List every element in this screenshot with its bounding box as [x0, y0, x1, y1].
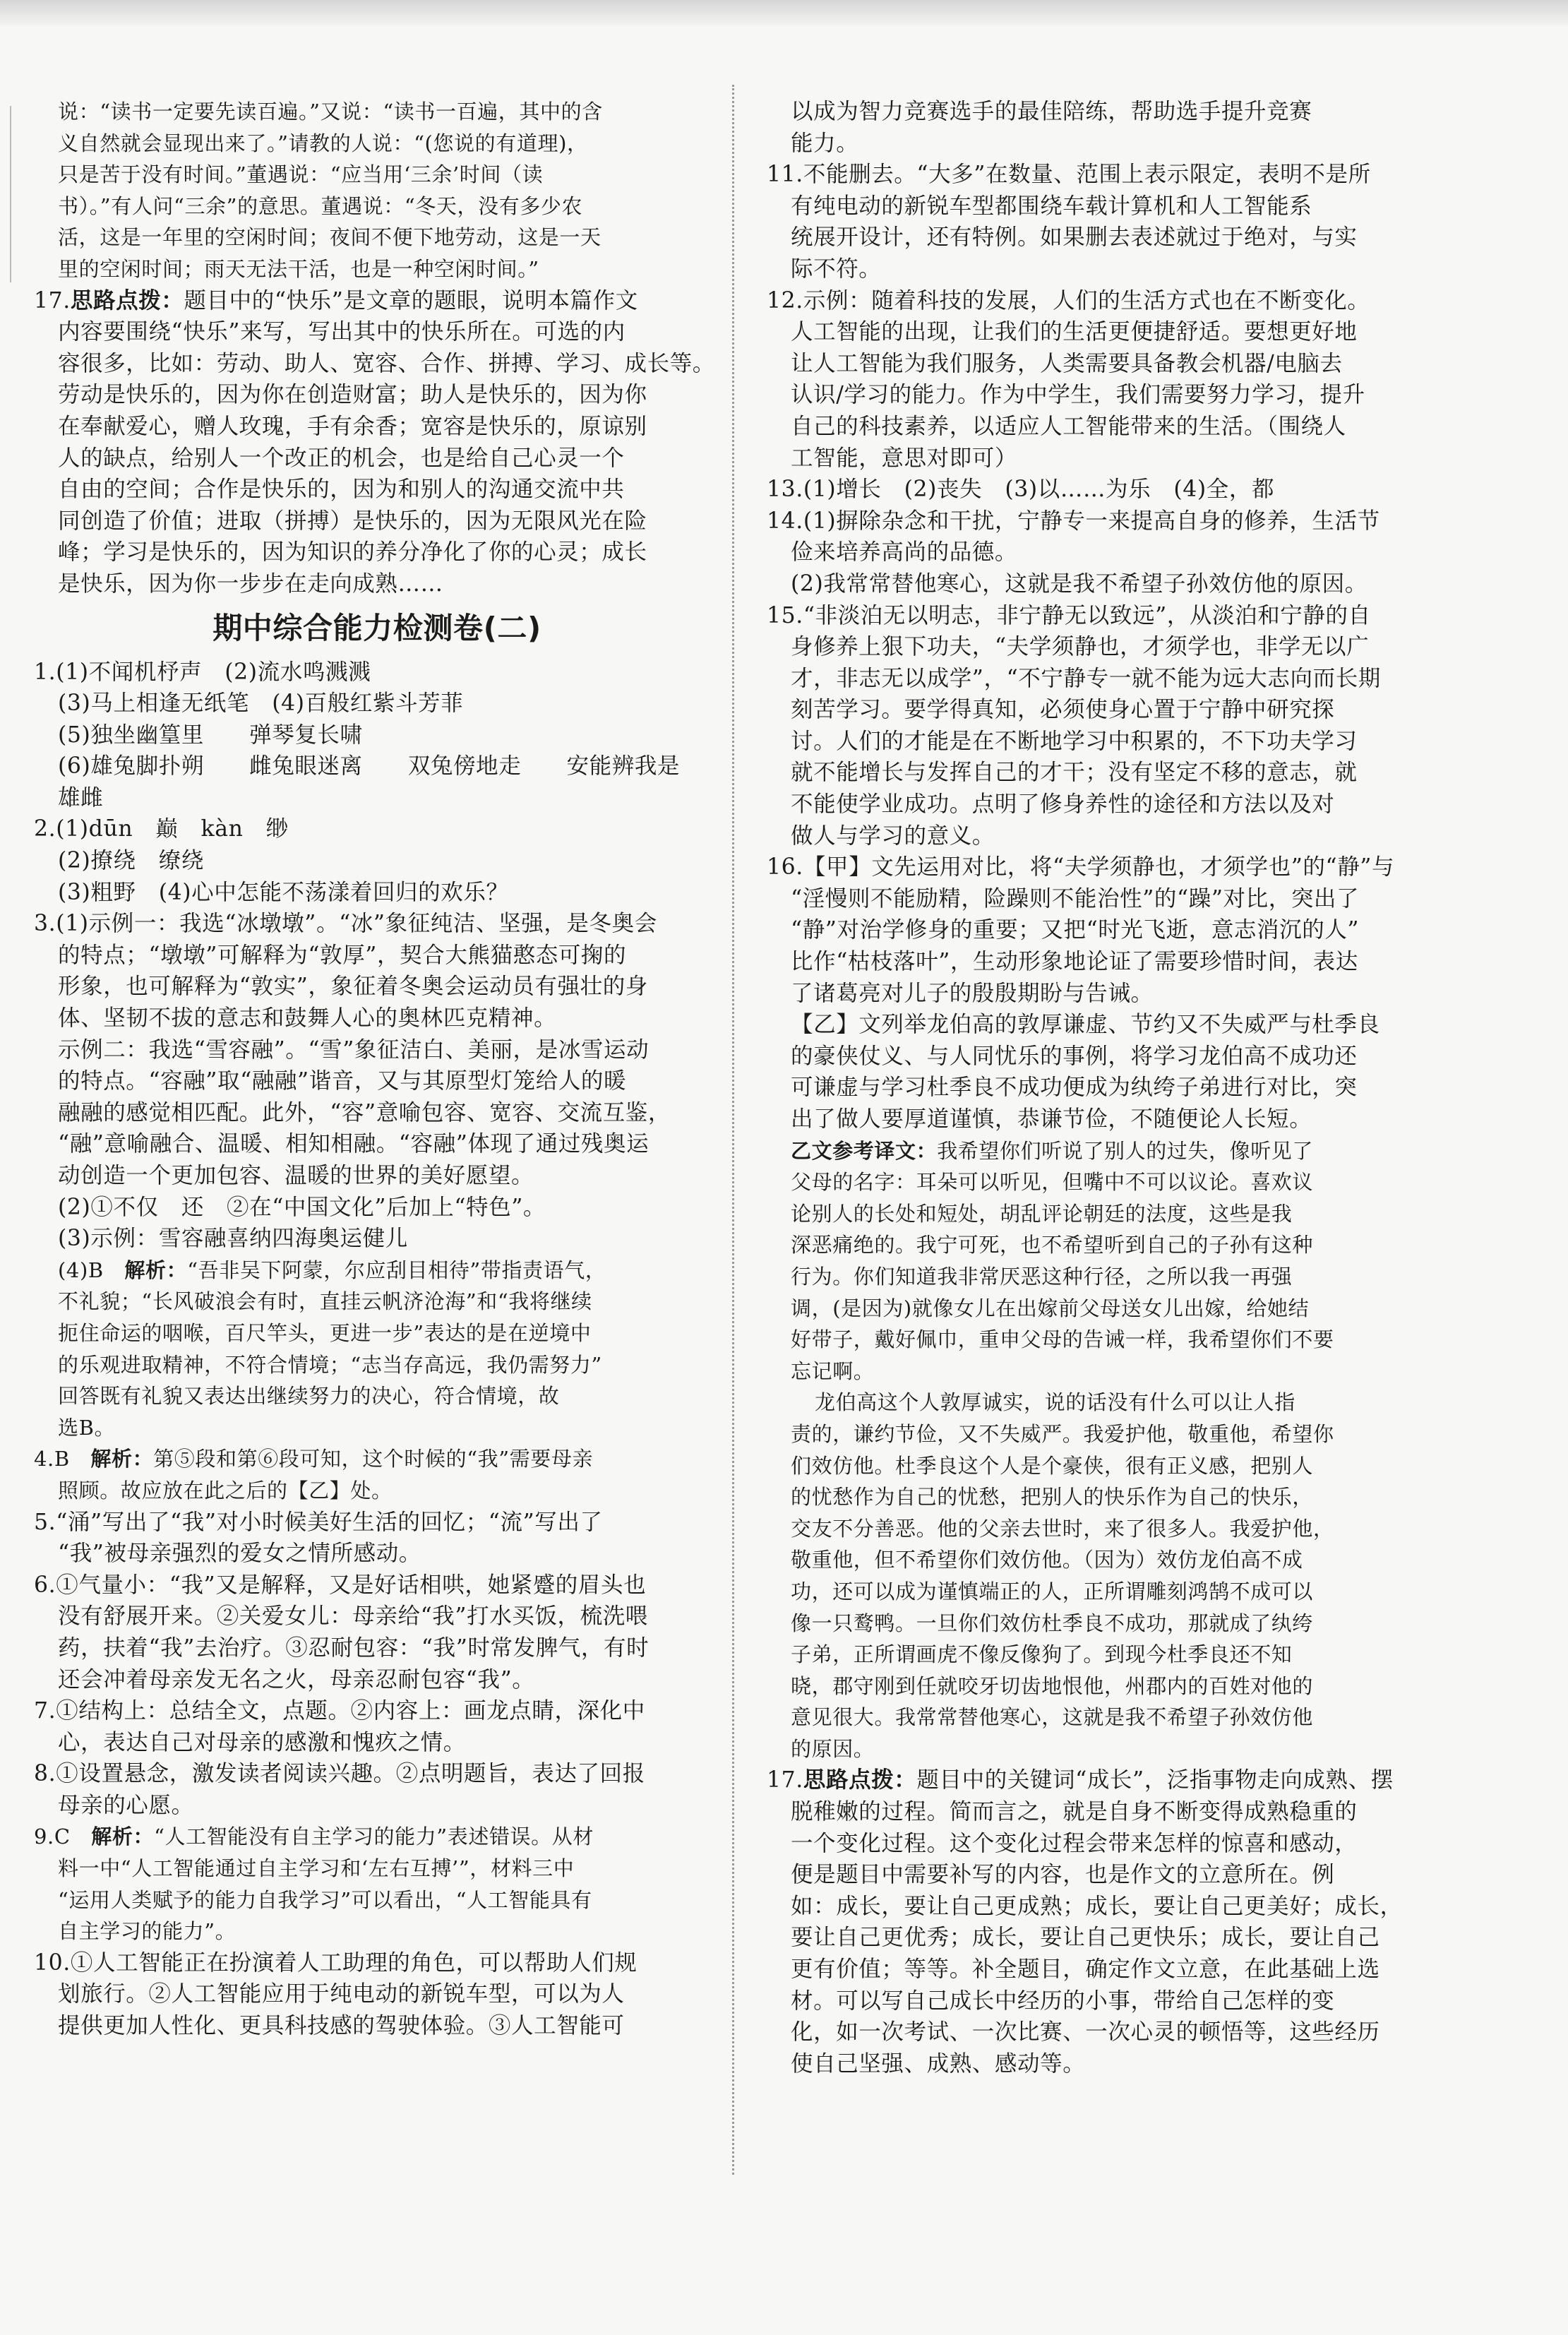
answer-16	[767, 852, 1516, 1135]
text-line: (2)我常常替他寒心，这就是我不希望子孙效仿他的原因。	[791, 571, 1367, 597]
answer-17-right	[767, 1764, 1516, 2079]
text-line	[767, 1764, 1516, 1796]
text-line: 便是题目中需要补写的内容，也是作文的立意所在。例	[791, 1862, 1335, 1888]
text-span: 9.C	[34, 1825, 92, 1849]
text-line: (5)独坐幽篁里 弹琴复长啸	[58, 722, 363, 748]
text-line: 才，非志无以成学”，“不宁静专一就不能为远大志向而长期	[791, 665, 1381, 691]
text-line: 了诸葛亮对儿子的殷殷期盼与告诫。	[791, 980, 1154, 1006]
text-line: (3)示例：雪容融喜纳四海奥运健儿	[58, 1226, 408, 1252]
text-line: 15.“非淡泊无以明志，非宁静无以致远”，从淡泊和宁静的自	[767, 602, 1371, 628]
text-line: 刻苦学习。要学得真知，必须使身心置于宁静中研究探	[791, 697, 1335, 723]
text-line: 际不符。	[791, 256, 882, 282]
text-line: (2)撩绕 缭绕	[58, 848, 204, 874]
translation	[767, 1135, 1516, 1765]
text-line	[767, 1135, 1516, 1167]
text-line: 5.“涌”写出了“我”对小时候美好生活的回忆；“流”写出了	[34, 1509, 603, 1535]
text-line: 选B。	[58, 1415, 116, 1440]
text-line: 工智能，意思对即可）	[791, 445, 1018, 471]
column-divider	[732, 85, 734, 2175]
text-line: 母亲的心愿。	[58, 1792, 194, 1818]
text-line: 的忧愁作为自己的忧愁，把别人的快乐作为自己的快乐，	[791, 1485, 1314, 1510]
text-line: 2.(1)dūn 巅 kàn 缈	[34, 816, 289, 842]
text-line: 的乐观进取精神，不符合情境；“志当存高远，我仍需努力”	[58, 1352, 602, 1377]
text-line: 1.(1)不闻机杼声 (2)流水鸣溅溅	[34, 659, 371, 685]
text-line: 劳动是快乐的，因为你在创造财富；助人是快乐的，因为你	[58, 382, 647, 408]
text-line: 以成为智力竞赛选手的最佳陪练，帮助选手提升竞赛	[791, 99, 1312, 124]
text-line: 交友不分善恶。他的父亲去世时，来了很多人。我爱护他，	[791, 1516, 1334, 1541]
text-line: 父母的名字：耳朵可以听见，但嘴中不可以议论。喜欢议	[791, 1170, 1314, 1195]
left-column	[34, 96, 720, 2042]
text-line: 可谦虚与学习杜季良不成功便成为纨绔子弟进行对比，突	[791, 1075, 1358, 1101]
text-line: (2)①不仅 还 ②在“中国文化”后加上“特色”。	[58, 1194, 546, 1220]
text-line: 的特点；“墩墩”可解释为“敦厚”，契合大熊猫憨态可掬的	[58, 942, 627, 968]
text-line: 14.(1)摒除杂念和干扰，宁静专一来提高自身的修养，生活节	[767, 508, 1380, 534]
text-line: 动创造一个更加包容、温暖的世界的美好愿望。	[58, 1163, 534, 1188]
text-line: 讨。人们的才能是在不断地学习中积累的，不下功夫学习	[791, 728, 1358, 754]
text-line: 的原因。	[791, 1736, 875, 1761]
text-line: 提供更加人性化、更具科技感的驾驶体验。③人工智能可	[58, 2013, 625, 2039]
answer-10-cont	[767, 96, 1516, 159]
text-line: 书）。”有人问“三余”的意思。董遇说：“冬天，没有多少农	[58, 193, 583, 218]
text-line: 划旅行。②人工智能应用于纯电动的新锐车型，可以为人	[58, 1981, 625, 2007]
answer-10	[34, 1947, 720, 2042]
text-line: 6.①气量小：“我”又是解释，又是好话相哄，她紧蹙的眉头也	[34, 1572, 647, 1598]
text-line: 说：“读书一定要先读百遍。”又说：“读书一百遍，其中的含	[58, 100, 603, 124]
binding-edge	[0, 106, 11, 282]
text-line: 好带子，戴好佩巾，重申父母的告诫一样，我希望你们不要	[791, 1327, 1334, 1352]
text-span: (4)B	[58, 1258, 125, 1282]
answer-3	[34, 908, 720, 1443]
text-line: 要让自己更优秀；成长，要让自己更快乐；成长，要让自己	[791, 1925, 1380, 1951]
text-span: “人工智能没有自主学习的能力”表述错误。从材	[154, 1825, 594, 1849]
analysis-label: 解析：	[124, 1258, 188, 1282]
question-number: 17.	[767, 1767, 803, 1793]
text-line: 13.(1)增长 (2)丧失 (3)以……为乐 (4)全，都	[767, 477, 1275, 503]
text-line: 在奉献爱心，赠人玫瑰，手有余香；宽容是快乐的，原谅别	[58, 413, 647, 439]
text-line: 3.(1)示例一：我选“冰墩墩”。“冰”象征纯洁、坚强，是冬奥会	[34, 911, 657, 937]
text-line: 体、坚韧不拔的意志和鼓舞人心的奥林匹克精神。	[58, 1005, 557, 1032]
text-line: (3)粗野 (4)心中怎能不荡漾着回归的欢乐？	[58, 879, 509, 905]
text-line: 药，扶着“我”去治疗。③忍耐包容：“我”时常发脾气，有时	[58, 1635, 650, 1661]
text-line: 的特点。“容融”取“融融”谐音，又与其原型灯笼给人的暖	[58, 1068, 627, 1094]
text-line: 能力。	[791, 130, 859, 156]
text-line: 活，这是一年里的空闲时间；夜间不便下地劳动，这是一天	[58, 225, 602, 250]
text-line: 调，(是因为)就像女儿在出嫁前父母送女儿出嫁，给她结	[791, 1296, 1310, 1320]
text-line: 子弟，正所谓画虎不像反像狗了。到现今杜季良还不知	[791, 1642, 1293, 1667]
answer-12	[767, 285, 1516, 474]
text-line: “静”对治学修身的重要；又把“时光飞逝，意志消沉的人”	[791, 917, 1360, 943]
text-line: 更有价值；等等。补全题目，确定作文立意，在此基础上选	[791, 1957, 1380, 1983]
translation-label: 乙文参考译文：	[791, 1138, 938, 1163]
scan-shadow	[0, 0, 1568, 28]
text-line: (3)马上相逢无纸笔 (4)百般红紫斗芳菲	[58, 691, 464, 717]
right-column	[767, 96, 1516, 2079]
text-line: 11.不能删去。“大多”在数量、范围上表示限定，表明不是所	[767, 162, 1371, 188]
answer-9	[34, 1821, 720, 1947]
hint-label: 思路点拨：	[70, 287, 184, 313]
text-line: 使自己坚强、成熟、感动等。	[791, 2050, 1086, 2077]
answer-13	[767, 474, 1516, 506]
text-line: 就不能增长与发挥自己的才干；没有坚定不移的意志，就	[791, 760, 1358, 786]
text-line: 深恶痛绝的。我宁可死，也不希望听到自己的子孙有这种	[791, 1233, 1314, 1258]
answer-2	[34, 813, 720, 908]
answer-5	[34, 1507, 720, 1570]
text-line: 12.示例：随着科技的发展，人们的生活方式也在不断变化。	[767, 287, 1370, 313]
text-line: 容很多，比如：劳动、助人、宽容、合作、拼搏、学习、成长等。	[58, 350, 715, 376]
text-line: “我”被母亲强烈的爱女之情所感动。	[58, 1541, 421, 1567]
text-line: 人的缺点，给别人一个改正的机会，也是给自己心灵一个	[58, 445, 625, 471]
answer-11	[767, 159, 1516, 285]
text-line: 心，表达自己对母亲的感激和愧疚之情。	[58, 1729, 466, 1755]
text-line: 不能使学业成功。点明了修身养性的途径和方法以及对	[791, 792, 1335, 818]
text-line: 忘记啊。	[791, 1358, 875, 1383]
text-line: 化，如一次考试、一次比赛、一次心灵的顿悟等，这些经历	[791, 2019, 1380, 2046]
text-line: 论别人的长处和短处，胡乱评论朝廷的法度，这些是我	[791, 1201, 1293, 1226]
question-number: 17.	[34, 287, 71, 313]
text-line: 意见很大。我常常替他寒心，这就是我不希望子孙效仿他	[791, 1705, 1314, 1730]
text-line: 10.①人工智能正在扮演着人工助理的角色，可以帮助人们规	[34, 1949, 638, 1976]
text-line: 雄雌	[58, 784, 104, 811]
answer-14	[767, 506, 1516, 600]
analysis-label: 解析：	[90, 1447, 154, 1471]
answer-1	[34, 657, 720, 814]
text-line: 没有舒展开来。②关爱女儿：母亲给“我”打水买饭，梳洗喂	[58, 1604, 648, 1630]
text-line: 自主学习的能力”。	[58, 1919, 237, 1944]
text-span: 第⑤段和第⑥段可知，这个时候的“我”需要母亲	[153, 1447, 594, 1471]
answer-15	[767, 600, 1516, 852]
text-line: 16.【甲】文先运用对比，将“夫学须静也，才须学也”的“静”与	[767, 854, 1395, 880]
text-line: 示例二：我选“雪容融”。“雪”象征洁白、美丽，是冰雪运动	[58, 1037, 650, 1063]
text-line	[34, 1821, 720, 1853]
text-line: 晓，郡守刚到任就咬牙切齿地恨他，州郡内的百姓对他的	[791, 1673, 1314, 1698]
text-line: 里的空闲时间；雨天无法干活，也是一种空闲时间。”	[58, 256, 539, 281]
text-span: 题目中的“快乐”是文章的题眼，说明本篇作文	[184, 287, 638, 313]
text-line: 内容要围绕“快乐”来写，写出其中的快乐所在。可选的内	[58, 319, 626, 345]
answer-8	[34, 1758, 720, 1821]
text-line: 责的，谦约节俭，又不失威严。我爱护他，敬重他，希望你	[791, 1421, 1334, 1446]
text-line: 7.①结构上：总结全文，点题。②内容上：画龙点睛，深化中	[34, 1698, 645, 1724]
text-line: 扼住命运的咽喉，百尺竿头，更进一步”表达的是在逆境中	[58, 1320, 592, 1345]
text-line	[34, 1443, 720, 1475]
text-line: 材。可以写自己成长中经历的小事，带给自己怎样的变	[791, 1988, 1335, 2014]
text-line: 是快乐，因为你一步步在走向成熟……	[58, 571, 443, 597]
text-line: 自己的科技素养，以适应人工智能带来的生活。（围绕人	[791, 413, 1346, 439]
text-line: “淫慢则不能励精，险躁则不能治性”的“躁”对比，突出了	[791, 885, 1360, 912]
text-line: 比作“枯枝落叶”，生动形象地论证了需要珍惜时间，表达	[791, 949, 1358, 975]
section-heading: 期中综合能力检测卷(二)	[213, 610, 541, 645]
text-line: 回答既有礼貌又表达出继续努力的决心，符合情境，故	[58, 1384, 560, 1409]
text-line: 的豪侠仗义、与人同忧乐的事例，将学习龙伯高不成功还	[791, 1043, 1358, 1069]
text-line: “融”意喻融合、温暖、相知相融。“容融”体现了通过残奥运	[58, 1131, 650, 1157]
text-span: 4.B	[34, 1447, 91, 1471]
text-line: 义自然就会显现出来了。”请教的人说：“(您说的有道理)，	[58, 131, 588, 155]
text-line: (6)雄兔脚扑朔 雌兔眼迷离 双兔傍地走 安能辨我是	[58, 753, 681, 780]
text-line: 【乙】文列举龙伯高的敦厚谦虚、节约又不失威严与杜季良	[791, 1012, 1380, 1038]
text-line: “运用人类赋予的能力自我学习”可以看出，“人工智能具有	[58, 1887, 592, 1912]
text-span: “吾非吴下阿蒙，尔应刮目相待”带指责语气，	[187, 1258, 606, 1282]
text-line: 有纯电动的新锐车型都围绕车载计算机和人工智能系	[791, 193, 1312, 219]
text-line: 峰；学习是快乐的，因为知识的养分净化了你的心灵；成长	[58, 539, 647, 566]
answer-17	[34, 285, 720, 600]
text-line: 龙伯高这个人敦厚诚实，说的话没有什么可以让人指	[815, 1390, 1295, 1415]
text-span: 我希望你们听说了别人的过失，像听见了	[937, 1138, 1314, 1163]
text-line: 8.①设置悬念，激发读者阅读兴趣。②点明题旨，表达了回报	[34, 1761, 645, 1787]
text-line: 照顾。故应放在此之后的【乙】处。	[58, 1478, 393, 1503]
text-line: 让人工智能为我们服务，人类需要具备教会机器/电脑去	[791, 350, 1343, 376]
text-line: 做人与学习的意义。	[791, 823, 995, 849]
text-line: 如：成长，要让自己更成熟；成长，要让自己更美好；成长，	[791, 1893, 1403, 1919]
text-line: 行为。你们知道我非常厌恶这种行径，之所以我一再强	[791, 1264, 1293, 1289]
hint-label: 思路点拨：	[803, 1767, 917, 1793]
text-line: 统展开设计，还有特例。如果删去表述就过于绝对，与实	[791, 225, 1358, 251]
text-line: 功，还可以成为谨慎端正的人，正所谓雕刻鸿鹄不成可以	[791, 1579, 1314, 1604]
text-line: 敬重他，但不希望你们效仿他。（因为）效仿龙伯高不成	[791, 1548, 1303, 1572]
text-line	[34, 285, 720, 317]
text-span: 题目中的关键词“成长”，泛指事物走向成熟、摆	[916, 1767, 1394, 1793]
text-line: 自由的空间；合作是快乐的，因为和别人的沟通交流中共	[58, 477, 625, 503]
text-line: 认识/学习的能力。作为中学生，我们需要努力学习，提升	[791, 382, 1365, 408]
text-line: 们效仿他。杜季良这个人是个豪侠，很有正义感，把别人	[791, 1453, 1314, 1478]
text-line: 身修养上狠下功夫，“夫学须静也，才须学也，非学无以广	[791, 634, 1370, 660]
text-line	[34, 1255, 720, 1286]
top-block	[34, 96, 720, 285]
text-line: 融融的感觉相匹配。此外，“容”意喻包容、宽容、交流互鉴，	[58, 1099, 671, 1125]
answer-4	[34, 1443, 720, 1506]
text-line: 像一只鹜鸭。一旦你们效仿杜季良不成功，那就成了纨绔	[791, 1611, 1314, 1635]
answer-7	[34, 1695, 720, 1758]
text-line: 不礼貌；“长风破浪会有时，直挂云帆济沧海”和“我将继续	[58, 1289, 592, 1314]
text-line: 形象，也可解释为“敦实”，象征着冬奥会运动员有强壮的身	[58, 974, 648, 1000]
answer-6	[34, 1570, 720, 1695]
text-line: 人工智能的出现，让我们的生活更便捷舒适。要想更好地	[791, 319, 1358, 345]
text-line: 脱稚嫩的过程。简而言之，就是自身不断变得成熟稳重的	[791, 1799, 1358, 1825]
text-line: 只是苦于没有时间。”董遇说：“应当用‘三余’时间（读	[58, 162, 544, 187]
analysis-label: 解析：	[91, 1825, 155, 1849]
text-line: 俭来培养高尚的品德。	[791, 539, 1018, 566]
text-line: 一个变化过程。这个变化过程会带来怎样的惊喜和感动，	[791, 1830, 1358, 1856]
text-line: 还会冲着母亲发无名之火，母亲忍耐包容“我”。	[58, 1666, 535, 1692]
text-line: 出了做人要厚道谨慎，恭谦节俭，不随便论人长短。	[791, 1106, 1312, 1132]
text-line: 料一中“人工智能通过自主学习和‘左右互搏’”，材料三中	[58, 1856, 575, 1881]
text-line: 同创造了价值；进取（拼搏）是快乐的，因为无限风光在险	[58, 508, 647, 534]
